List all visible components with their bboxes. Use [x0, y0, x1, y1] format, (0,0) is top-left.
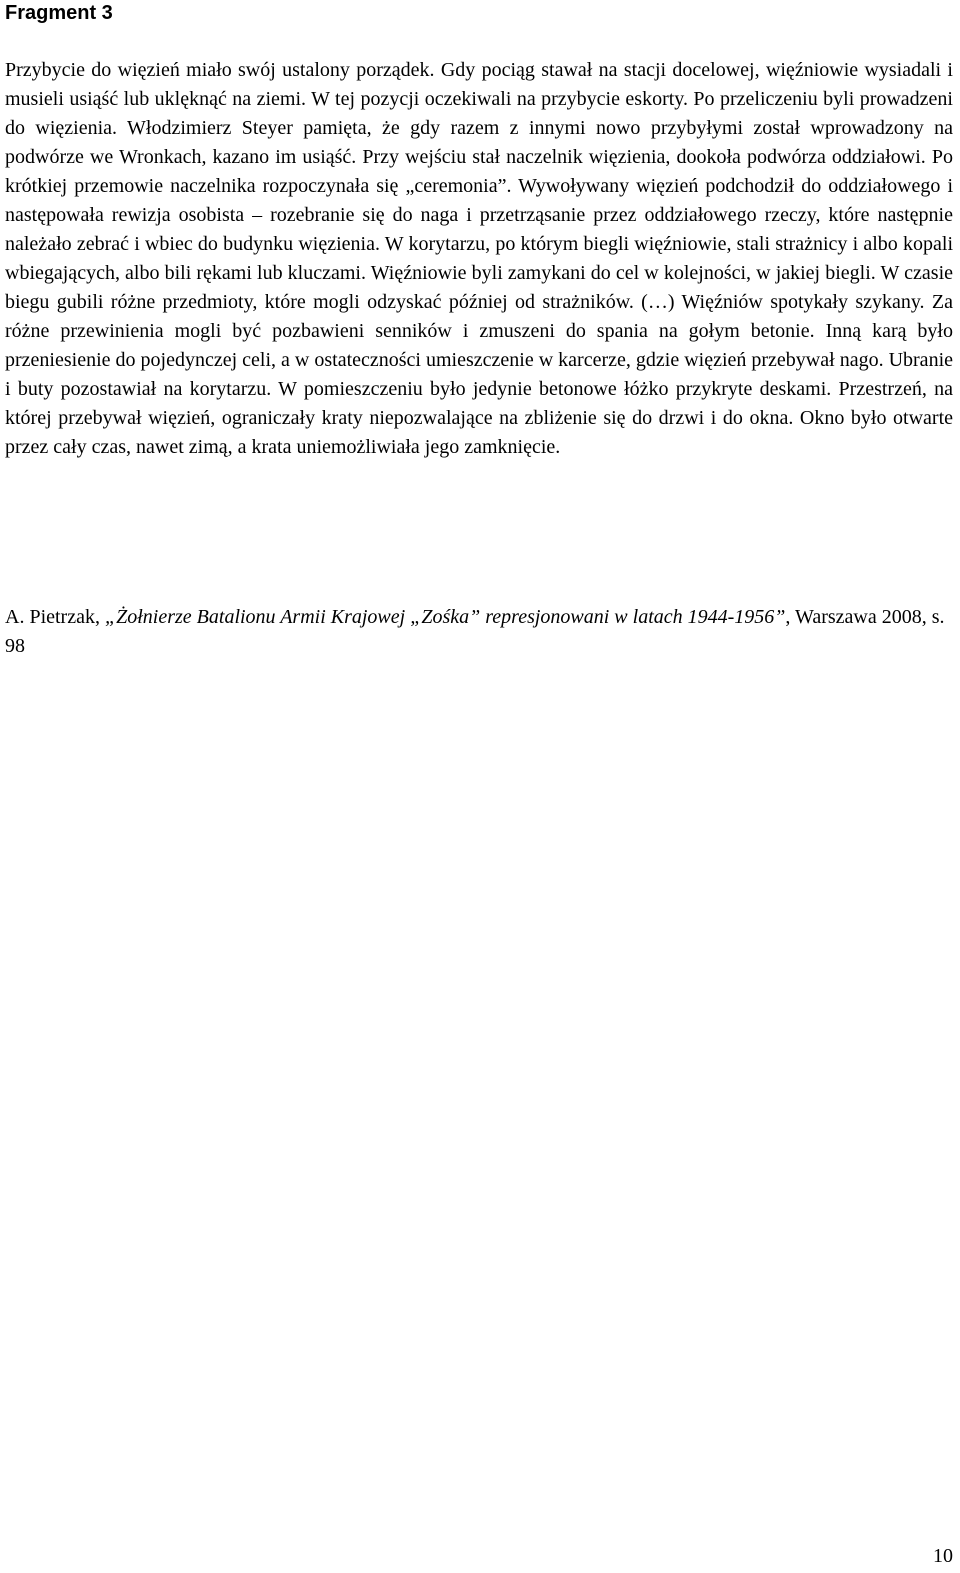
citation-title: „Żołnierze Batalionu Armii Krajowej „Zośka” represjonowani w latach 1944-1956”	[104, 606, 786, 628]
citation	[5, 603, 953, 661]
citation-author: A. Pietrzak,	[5, 606, 105, 628]
page-number: 10	[933, 1545, 953, 1567]
body-paragraph: Przybycie do więzień miało swój ustalony porządek. Gdy pociąg stawał na stacji docelowej, więźniowie wysiadali i musieli usiąść lub uklęknąć na ziemi. W tej pozycji oczekiwali na przybycie eskorty. Po przeliczeniu byli prowadzeni do więzienia. Włodzimierz Steyer pamięta, że gdy razem z innymi nowo przybyłymi został wprowadzony na podwórze we Wronkach, kazano im usiąść. Przy wejściu stał naczelnik więzienia, dookoła podwórza oddziałowi. Po krótkiej przemowie naczelnika rozpoczynała się „ceremonia”. Wywoływany więzień podchodził do oddziałowego i następowała rewizja osobista – rozebranie się do naga i przetrząsanie przez oddziałowego rzeczy, które następnie należało zebrać i wbiec do budynku więzienia. W korytarzu, po którym biegli więźniowie, stali strażnicy i albo kopali wbiegających, albo bili rękami lub kluczami. Więźniowie byli zamykani do cel w kolejności, w jakiej biegli. W czasie biegu gubili różne przedmioty, które mogli odzyskać później od strażników. (…) Więźniów spotykały szykany. Za różne przewinienia mogli być pozbawieni senników i zmuszeni do spania na gołym betonie. Inną karą było przeniesienie do pojedynczej celi, a w ostateczności umieszczenie w karcerze, gdzie więzień przebywał nago. Ubranie i buty pozostawiał na korytarzu. W pomieszczeniu było jedynie betonowe łóżko przykryte deskami. Przestrzeń, na której przebywał więzień, ograniczały kraty niepozwalające na zbliżenie się do drzwi i do okna. Okno było otwarte przez cały czas, nawet zimą, a krata uniemożliwiała jego zamknięcie.	[5, 59, 953, 458]
citation-publication: , Warszawa 2008, s. 98	[5, 606, 945, 657]
fragment-heading: Fragment 3	[5, 2, 113, 24]
